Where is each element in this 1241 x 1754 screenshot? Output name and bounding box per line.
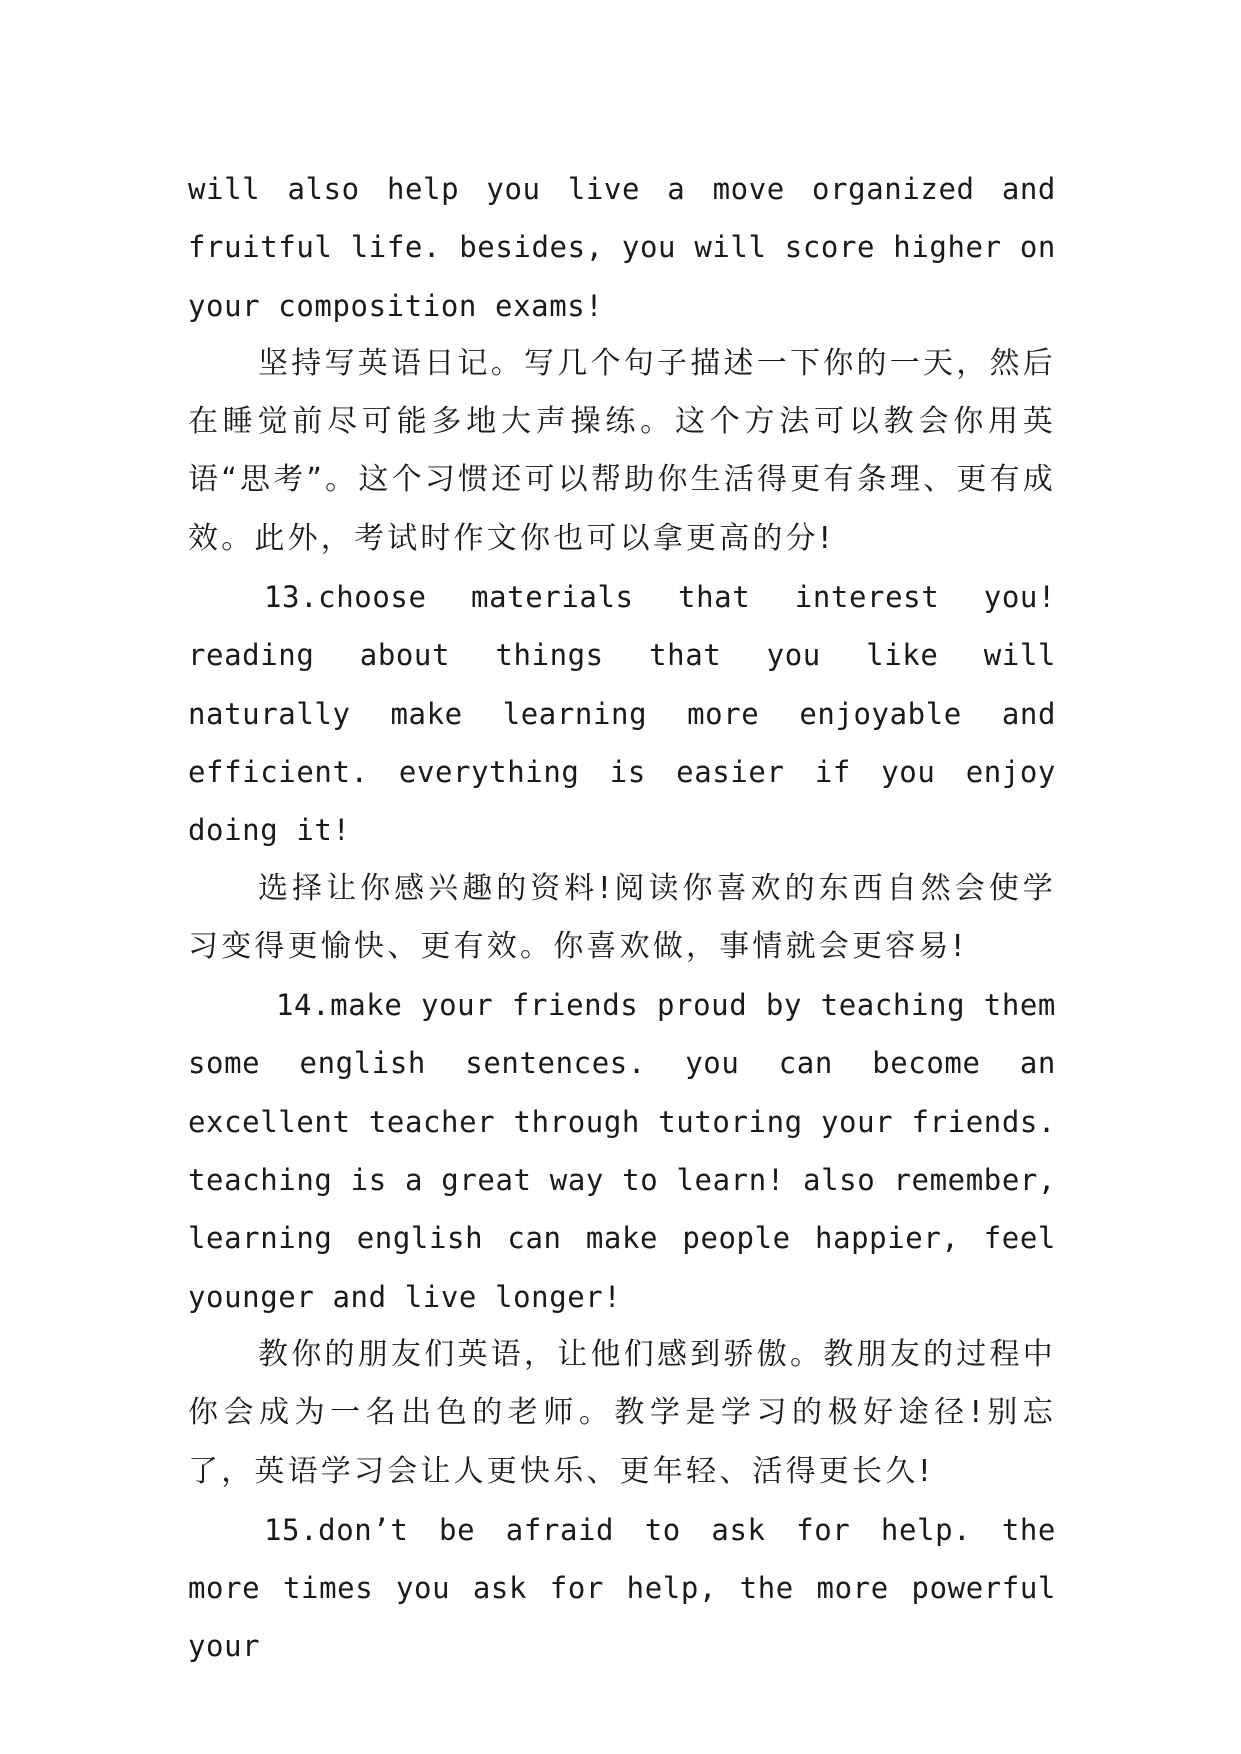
paragraph-en-continuation: will also help you live a move organized and fruitful life. besides, you will score higher on your composition exams!: [188, 172, 1056, 323]
paragraph-en-tip-13: 13.choose materials that interest you! reading about things that you like will naturally make learning more enjoyable and efficient. everything is easier if you enjoy doing it!: [188, 580, 1056, 848]
paragraph-zh-tip-14: 教你的朋友们英语，让他们感到骄傲。教朋友的过程中你会成为一名出色的老师。教学是学习的极好途径!别忘了，英语学习会让人更快乐、更年轻、活得更长久!: [188, 1336, 1056, 1489]
paragraph-zh-tip-13: 选择让你感兴趣的资料!阅读你喜欢的东西自然会使学习变得更愉快、更有效。你喜欢做，事情就会更容易!: [188, 870, 1056, 964]
document-body: [188, 160, 1056, 1676]
paragraph-zh-diary: 坚持写英语日记。写几个句子描述一下你的一天，然后在睡觉前尽可能多地大声操练。这个方法可以教会你用英语“思考”。这个习惯还可以帮助你生活得更有条理、更有成效。此外，考试时作文你也可以拿更高的分!: [188, 345, 1056, 556]
paragraph-en-tip-15: 15.don’t be afraid to ask for help. the more times you ask for help, the more powerful your: [188, 1512, 1056, 1664]
paragraph-en-tip-14: 14.make your friends proud by teaching them some english sentences. you can become an excellent teacher through tutoring your friends. teaching is a great way to learn! also remember, learning english can make people happier, feel younger and live longer!: [188, 988, 1056, 1314]
